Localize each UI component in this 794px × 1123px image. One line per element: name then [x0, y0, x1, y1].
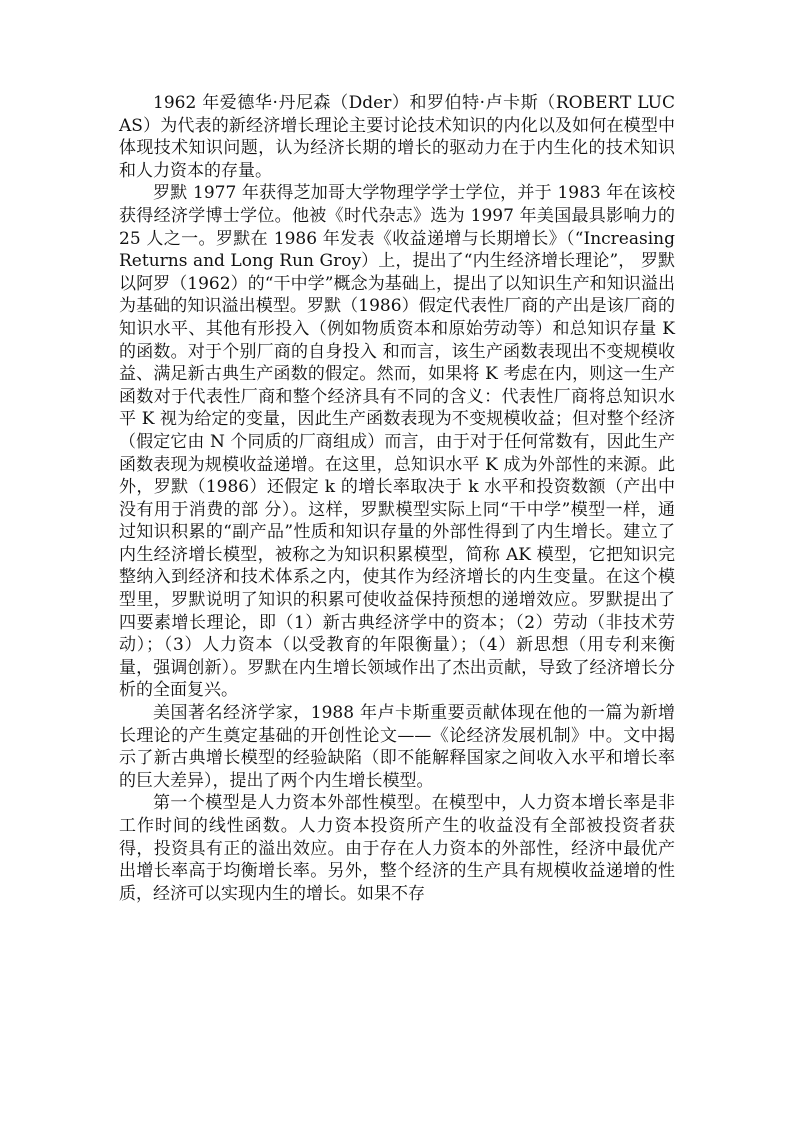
paragraph-denison-lucas: 1962 年爱德华·丹尼森（Dder）和罗伯特·卢卡斯（ROBERT LUCAS）为代表的新经济增长理论主要讨论技术知识的内化以及如何在模型中体现技术知识问题，认为经济长期的增长的驱动力在于内生化的技术知识和人力资本的存量。 [119, 93, 675, 181]
document-body [119, 92, 675, 905]
paragraph-lucas-1988: 美国著名经济学家，1988 年卢卡斯重要贡献体现在他的一篇为新增长理论的产生奠定基础的开创性论文——《论经济发展机制》中。文中揭示了新古典增长模型的经验缺陷（即不能解释国家之间收入水平和增长率的巨大差异），提出了两个内生增长模型。 [119, 703, 675, 791]
paragraph-romer: 罗默 1977 年获得芝加哥大学物理学学士学位，并于 1983 年在该校获得经济学博士学位。他被《时代杂志》选为 1997 年美国最具影响力的 25 人之一。罗默在 1986 年发表《收益递增与长期增长》（“Increasing Returns and Long Run Groy）上，提出了“内生经济增长理论”， 罗默以阿罗（1962）的“干中学”概念为基础上，提出了以知识生产和知识溢出为基础的知识溢出模型。罗默（1986）假定代表性厂商的产出是该厂商的知识水平、其他有形投入（例如物质资本和原始劳动等）和总知识存量 K 的函数。对于个别厂商的自身投入 和而言，该生产函数表现出不变规模收益、满足新古典生产函数的假定。然而，如果将 K 考虑在内，则这一生产函数对于代表性厂商和整个经济具有不同的含义：代表性厂商将总知识水平 K 视为给定的变量，因此生产函数表现为不变规模收益；但对整个经济（假定它由 N 个同质的厂商组成）而言，由于对于任何常数有，因此生产函数表现为规模收益递增。在这里，总知识水平 K 成为外部性的来源。此外，罗默（1986）还假定 k 的增长率取决于 k 水平和投资数额（产出中没有用于消费的部 分）。这样，罗默模型实际上同“干中学”模型一样，通过知识积累的“副产品”性质和知识存量的外部性得到了内生增长。建立了内生经济增长模型，被称之为知识积累模型，简称 AK 模型，它把知识完整纳入到经济和技术体系之内，使其作为经济增长的内生变量。在这个模型里，罗默说明了知识的积累可使收益保持预想的递增效应。罗默提出了四要素增长理论，即（1）新古典经济学中的资本；（2）劳动（非技术劳动）；（3）人力资本（以受教育的年限衡量）；（4）新思想（用专利来衡量，强调创新）。罗默在内生增长领域作出了杰出贡献，导致了经济增长分析的全面复兴。 [119, 183, 675, 701]
paragraph-first-model: 第一个模型是人力资本外部性模型。在模型中，人力资本增长率是非工作时间的线性函数。人力资本投资所产生的收益没有全部被投资者获得，投资具有正的溢出效应。由于存在人力资本的外部性，经济中最优产出增长率高于均衡增长率。另外，整个经济的生产具有规模收益递增的性质，经济可以实现内生的增长。如果不存 [119, 793, 675, 904]
